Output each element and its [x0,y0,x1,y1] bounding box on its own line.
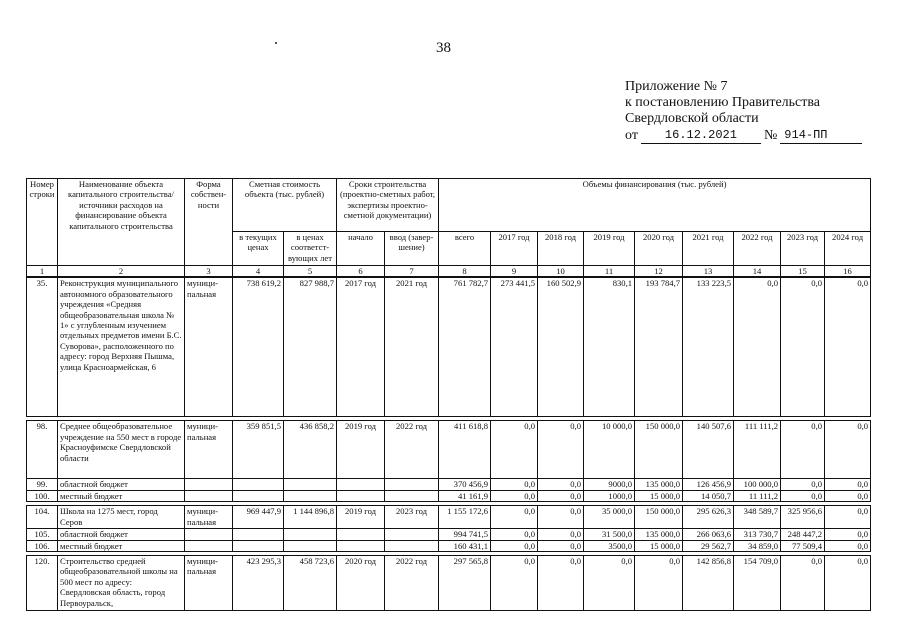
table-cell: 266 063,6 [683,529,734,540]
table-cell [337,479,385,490]
header-year: 2018 год [538,232,584,266]
object-name-cell: Строительство средней общеобразовательной школы на 500 мест по адресу: Свердловская область, город Первоуральск, [58,556,185,611]
header-row-1 [27,179,871,232]
column-number: 15 [781,266,825,278]
header-ownership: Форма собствен-ности [185,179,233,266]
column-number: 8 [439,266,491,278]
table-cell: 0,0 [491,540,538,551]
object-name-cell: местный бюджет [58,540,185,551]
header-year: 2019 год [584,232,635,266]
table-cell: 35 000,0 [584,506,635,529]
table-cell: 3500,0 [584,540,635,551]
table-row [27,540,871,551]
table-cell: 29 562,7 [683,540,734,551]
table-cell: 2022 год [385,556,439,611]
table-cell: муници-пальная [185,556,233,611]
appendix-line-3: Свердловской области [625,111,759,126]
table-cell: 150 000,0 [635,421,683,479]
table-cell: 458 723,6 [284,556,337,611]
row-number-cell: 35. [27,277,58,417]
header-name: Наименование объекта капитального строительства/ источники расходов на финансирование объекта капитального строительства [58,179,185,266]
table-cell: 325 956,6 [781,506,825,529]
table-cell: 0,0 [538,506,584,529]
table-cell: 0,0 [734,277,781,417]
table-cell [284,529,337,540]
table-row [27,556,871,611]
table-cell [284,540,337,551]
table-cell [185,529,233,540]
table-cell: 1 144 896,8 [284,506,337,529]
table-cell: 1 155 172,6 [439,506,491,529]
table-cell: 0,0 [584,556,635,611]
table-cell: 2022 год [385,421,439,479]
table-cell: 0,0 [538,529,584,540]
table-row [27,421,871,479]
table-cell: 0,0 [538,479,584,490]
table-cell: 0,0 [825,506,871,529]
appendix-line-1: Приложение № 7 [625,79,728,94]
header-funding: Объемы финансирования (тыс. рублей) [439,179,871,232]
table-cell: 738 619,2 [233,277,284,417]
table-cell [233,540,284,551]
table-row [27,529,871,540]
table-cell [233,490,284,501]
table-cell: 827 988,7 [284,277,337,417]
header-start: начало [337,232,385,266]
table-cell: 969 447,9 [233,506,284,529]
table-cell [337,490,385,501]
table-cell: 0,0 [491,479,538,490]
column-number: 2 [58,266,185,278]
number-label: № [763,128,778,143]
table-cell: 0,0 [491,506,538,529]
table-cell: 0,0 [491,421,538,479]
table-cell: 0,0 [825,479,871,490]
column-number: 5 [284,266,337,278]
table-cell [337,529,385,540]
table-cell: 0,0 [825,540,871,551]
header-estimate-relevant: в ценах соответст-вующих лет [284,232,337,266]
table-cell: 2023 год [385,506,439,529]
table-cell [385,479,439,490]
table-cell: 348 589,7 [734,506,781,529]
row-number-cell: 105. [27,529,58,540]
table-cell [284,479,337,490]
table-cell: 11 111,2 [734,490,781,501]
table-cell: муници-пальная [185,421,233,479]
row-number-cell: 100. [27,490,58,501]
row-number-cell: 99. [27,479,58,490]
table-cell: 0,0 [491,529,538,540]
column-number: 14 [734,266,781,278]
table-cell: 0,0 [825,490,871,501]
table-cell: 2019 год [337,421,385,479]
column-number: 9 [491,266,538,278]
column-number: 12 [635,266,683,278]
table-cell: 2020 год [337,556,385,611]
object-name-cell: Школа на 1275 мест, город Серов [58,506,185,529]
column-number: 11 [584,266,635,278]
table-cell: 2021 год [385,277,439,417]
row-number-cell: 106. [27,540,58,551]
table-cell: 0,0 [491,490,538,501]
table-cell: 370 456,9 [439,479,491,490]
table-cell: 126 456,9 [683,479,734,490]
table-cell: 9000,0 [584,479,635,490]
table-cell [385,540,439,551]
appendix-block [625,79,865,144]
table-cell: 0,0 [538,490,584,501]
column-number: 6 [337,266,385,278]
table-cell: 34 859,0 [734,540,781,551]
column-number: 16 [825,266,871,278]
table-cell: 830,1 [584,277,635,417]
appendix-line-2: к постановлению Правительства [625,95,821,110]
table-cell: 359 851,5 [233,421,284,479]
table-cell: 135 000,0 [635,529,683,540]
header-year: 2021 год [683,232,734,266]
header-total: всего [439,232,491,266]
resolution-date: 16.12.2021 [641,127,761,144]
table-cell: 41 161,9 [439,490,491,501]
object-name-cell: местный бюджет [58,490,185,501]
header-year: 2024 год [825,232,871,266]
table-cell: 273 441,5 [491,277,538,417]
table-cell: 154 709,0 [734,556,781,611]
table-cell: 295 626,3 [683,506,734,529]
table-cell: 10 000,0 [584,421,635,479]
table-cell: 142 856,8 [683,556,734,611]
table-cell [284,490,337,501]
table-cell: 994 741,5 [439,529,491,540]
table-cell: 436 858,2 [284,421,337,479]
financing-table [26,178,871,611]
header-row-no: Номер строки [27,179,58,266]
appendix-date-line [625,127,865,144]
row-number-cell: 104. [27,506,58,529]
table-cell [233,529,284,540]
table-row [27,490,871,501]
table-cell: 100 000,0 [734,479,781,490]
table-cell: 15 000,0 [635,490,683,501]
header-estimate-current: в текущих ценах [233,232,284,266]
table-row [27,506,871,529]
table-cell: муници-пальная [185,277,233,417]
table-cell [337,540,385,551]
table-cell: 0,0 [825,529,871,540]
column-number-row [27,266,871,278]
header-year: 2017 год [491,232,538,266]
table-cell: 1000,0 [584,490,635,501]
header-terms: Сроки строительства (проектно-сметных работ, экспертизы проектно-сметной документации) [337,179,439,232]
table-cell: 15 000,0 [635,540,683,551]
table-cell: 0,0 [781,556,825,611]
header-estimate: Сметная стоимость объекта (тыс. рублей) [233,179,337,232]
column-number: 3 [185,266,233,278]
table-cell: 248 447,2 [781,529,825,540]
table-cell: 297 565,8 [439,556,491,611]
table-cell: 0,0 [781,479,825,490]
row-number-cell: 120. [27,556,58,611]
table-cell: 0,0 [635,556,683,611]
table-cell: 14 050,7 [683,490,734,501]
object-name-cell: областной бюджет [58,529,185,540]
header-year: 2020 год [635,232,683,266]
column-number: 7 [385,266,439,278]
table-cell [385,490,439,501]
table-cell: 0,0 [825,556,871,611]
object-name-cell: Реконструкция муниципального автономного образовательного учреждения «Средняя общеобразовательная школа № 1» с углубленным изучением отдельных предметов имени Б.С. Суворова», расположенного по адресу: город Верхняя Пышма, улица Красноармейская, 6 [58,277,185,417]
table-cell: 193 784,7 [635,277,683,417]
table-cell: 0,0 [781,421,825,479]
object-name-cell: областной бюджет [58,479,185,490]
table-cell: 31 500,0 [584,529,635,540]
table-cell: 2017 год [337,277,385,417]
header-end: ввод (завер-шение) [385,232,439,266]
table-cell [185,479,233,490]
from-label: от [625,128,638,143]
table-cell: 0,0 [781,277,825,417]
table-cell [385,529,439,540]
column-number: 13 [683,266,734,278]
table-cell: 77 509,4 [781,540,825,551]
page-number: 38 [436,40,451,56]
column-number: 4 [233,266,284,278]
table-cell: 111 111,2 [734,421,781,479]
table-cell: 0,0 [781,490,825,501]
scan-speck [275,42,277,44]
table-cell: 423 295,3 [233,556,284,611]
table-cell: 133 223,5 [683,277,734,417]
column-number: 10 [538,266,584,278]
table-cell [185,490,233,501]
resolution-number: 914-ПП [780,127,862,144]
column-number: 1 [27,266,58,278]
table-cell: 0,0 [538,540,584,551]
header-year: 2023 год [781,232,825,266]
table-cell: 411 618,8 [439,421,491,479]
table-cell: 150 000,0 [635,506,683,529]
row-number-cell: 98. [27,421,58,479]
table-cell [185,540,233,551]
table-cell: 2019 год [337,506,385,529]
table-cell: 0,0 [491,556,538,611]
table-row [27,277,871,417]
table-cell: 313 730,7 [734,529,781,540]
header-year: 2022 год [734,232,781,266]
table-row [27,479,871,490]
table-cell: 0,0 [825,421,871,479]
object-name-cell: Среднее общеобразовательное учреждение на 550 мест в городе Красноуфимске Свердловской области [58,421,185,479]
table-cell: 0,0 [825,277,871,417]
table-cell: 135 000,0 [635,479,683,490]
table-cell: 761 782,7 [439,277,491,417]
table-cell: 160 502,9 [538,277,584,417]
table-cell: 0,0 [538,421,584,479]
table-cell: 160 431,1 [439,540,491,551]
table-cell: 140 507,6 [683,421,734,479]
table-cell [233,479,284,490]
table-cell: муници-пальная [185,506,233,529]
table-cell: 0,0 [538,556,584,611]
